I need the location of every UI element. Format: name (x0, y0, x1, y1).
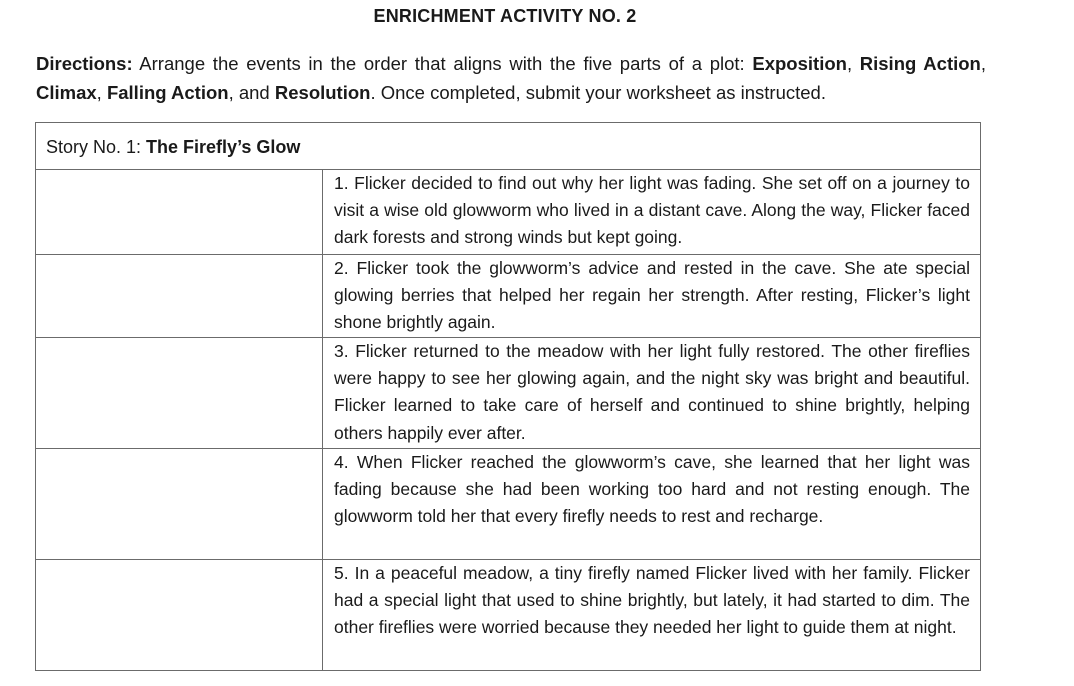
directions-text-1: Arrange the events in the order that aligns with the five parts of a plot: (132, 53, 753, 74)
plot-part-climax: Climax (36, 82, 97, 103)
answer-cell-5[interactable] (36, 560, 323, 671)
table-row (36, 338, 981, 449)
plot-part-falling-action: Falling Action (106, 82, 229, 103)
plot-part-exposition: Exposition (752, 53, 847, 74)
event-text-1: 1. Flicker decided to find out why her light was fading. She set off on a journey to visit a wise old glowworm who lived in a distant cave. Along the way, Flicker faced dark forests and strong winds but kept going. (323, 170, 981, 255)
event-text-2: 2. Flicker took the glowworm’s advice and rested in the cave. She ate special glowing berries that helped her regain her strength. After resting, Flicker’s light shone brightly again. (323, 255, 981, 338)
table-row (36, 255, 981, 338)
directions-separator-3: , (96, 82, 107, 103)
story-label: Story No. 1: (46, 137, 147, 157)
directions-separator-1: , (846, 53, 860, 74)
table-row (36, 560, 981, 671)
directions-separator-2: , (980, 53, 986, 74)
directions-label: Directions: (36, 53, 133, 74)
plot-part-resolution: Resolution (274, 82, 371, 103)
table-row (36, 449, 981, 560)
answer-cell-1[interactable] (36, 170, 323, 255)
directions-paragraph (36, 49, 986, 107)
story-header-cell (36, 123, 981, 170)
story-title: The Firefly’s Glow (146, 137, 301, 157)
answer-cell-2[interactable] (36, 255, 323, 338)
worksheet-title: ENRICHMENT ACTIVITY NO. 2 (373, 6, 637, 26)
answer-cell-3[interactable] (36, 338, 323, 449)
event-text-3: 3. Flicker returned to the meadow with her light fully restored. The other fireflies were happy to see her glowing again, and the night sky was bright and beautiful. Flicker learned to take care of herself and continued to shine brightly, helping others happily ever after. (323, 338, 981, 449)
directions-separator-4: , and (228, 82, 275, 103)
plot-part-rising-action: Rising Action (859, 53, 981, 74)
table-row (36, 170, 981, 255)
answer-cell-4[interactable] (36, 449, 323, 560)
event-text-4: 4. When Flicker reached the glowworm’s cave, she learned that her light was fading because she had been working too hard and not resting enough. The glowworm told her that every firefly needs to rest and recharge. (323, 449, 981, 560)
event-text-5: 5. In a peaceful meadow, a tiny firefly named Flicker lived with her family. Flicker had a special light that used to shine brightly, but lately, it had started to dim. The other fireflies were worried because they needed her light to guide them at night. (323, 560, 981, 671)
story-table (35, 122, 981, 671)
directions-text-2: . Once completed, submit your worksheet as instructed. (370, 82, 826, 103)
